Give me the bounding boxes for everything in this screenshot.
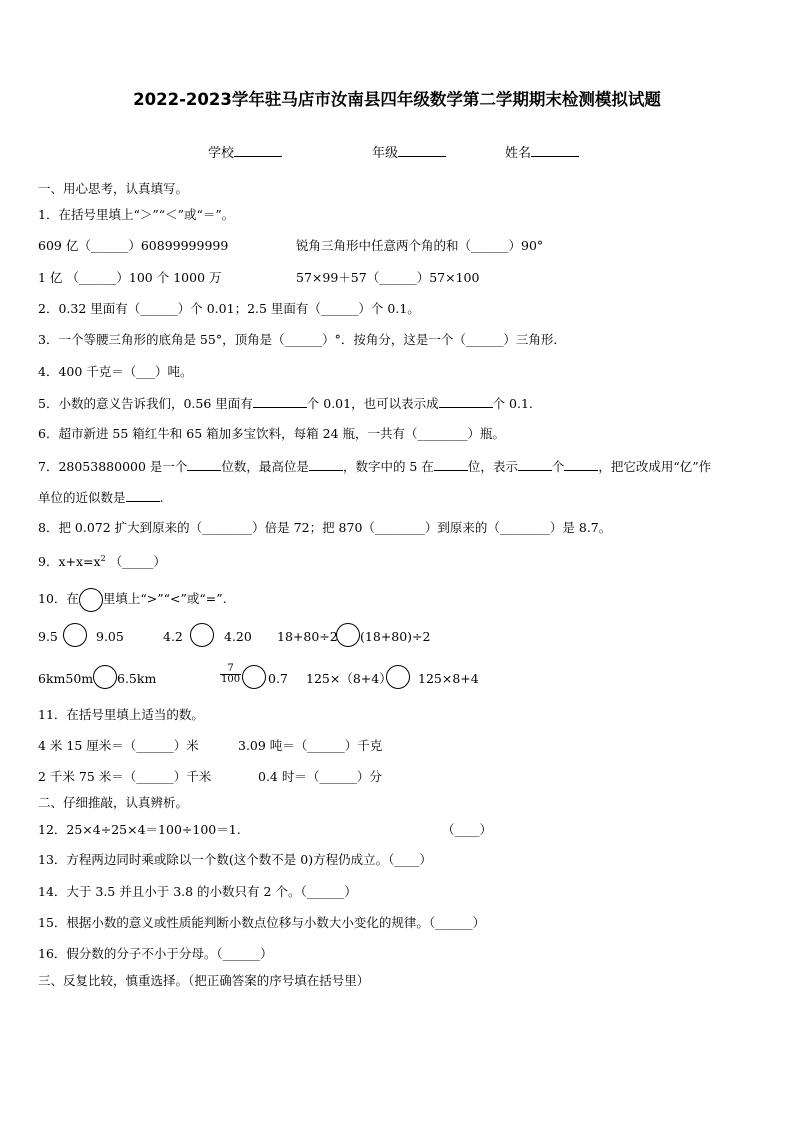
compare-6-left: 125×（8+4） [306, 671, 392, 686]
answer-blank [309, 458, 343, 471]
compare-6-circle [386, 665, 410, 689]
question-9-exponent: 2 [100, 554, 106, 563]
compare-5-fraction [220, 664, 241, 685]
question-7-part-6: ，把它改成用“亿”作 [598, 459, 712, 474]
answer-blank [518, 458, 552, 471]
question-5-part-1: 5．小数的意义告诉我们，0.56 里面有 [38, 396, 253, 411]
compare-6-right: 125×8+4 [418, 671, 479, 686]
compare-circle [190, 623, 214, 647]
question-6: 6．超市新进 55 箱红牛和 65 箱加多宝饮料，每箱 24 瓶，一共有（________）瓶。 [38, 426, 506, 441]
name-field [505, 142, 579, 161]
school-blank [234, 144, 282, 157]
question-7-part-4: 位，表示 [467, 459, 518, 474]
question-14: 14．大于 3.5 并且小于 3.8 的小数只有 2 个。（______） [38, 884, 357, 899]
question-9-blank: （_____） [109, 554, 166, 570]
fraction [220, 664, 241, 685]
school-label: 学校 [208, 146, 235, 161]
compare-circle [79, 588, 103, 612]
question-9-expression: 9．x+x=x [38, 554, 101, 570]
grade-field [372, 142, 446, 161]
compare-5-circle [242, 665, 266, 689]
question-5-part-2: 个 0.01，也可以表示成 [306, 396, 439, 411]
question-15: 15．根据小数的意义或性质能判断小数点位移与小数大小变化的规律。（______） [38, 915, 486, 930]
section-1-heading: 一、用心思考，认真填写。 [38, 181, 189, 196]
compare-circle [63, 623, 87, 647]
question-7-line-2 [38, 489, 164, 506]
compare-1-right: 9.05 [96, 629, 124, 644]
name-blank [531, 144, 579, 157]
question-3: 3．一个等腰三角形的底角是 55°，顶角是（______）°．按角分，这是一个（______）三角形． [38, 332, 566, 347]
fraction-denominator: 100 [221, 674, 241, 685]
compare-3-right: (18+80)÷2 [360, 629, 431, 644]
fraction-numerator: 7 [220, 664, 241, 675]
compare-1-left: 9.5 [38, 629, 58, 644]
question-1-stem: 1．在括号里填上“＞”“＜”或“＝”。 [38, 207, 235, 222]
question-1-b-right: 57×99＋57（______）57×100 [296, 270, 480, 285]
question-11-a-right: 3.09 吨＝（______）千克 [238, 738, 383, 753]
compare-4-left: 6km50m [38, 671, 94, 686]
question-7-part-5: 个 [551, 459, 565, 474]
compare-circle [386, 665, 410, 689]
question-7-part-1: 7．28053880000 是一个 [38, 459, 188, 474]
question-1-b-left: 1 亿 （______）100 个 1000 万 [38, 270, 222, 285]
question-10-stem-a: 10．在 [38, 591, 79, 606]
question-9 [38, 551, 166, 570]
question-7-part-2: 位数，最高位是 [221, 459, 309, 474]
compare-circle [336, 623, 360, 647]
compare-5-right: 0.7 [268, 671, 288, 686]
question-5-part-3: 个 0.1. [492, 396, 533, 411]
page-title: 2022-2023学年驻马店市汝南县四年级数学第二学期期末检测模拟试题 [133, 90, 661, 109]
question-8: 8．把 0.072 扩大到原来的（________）倍是 72；把 870（________）到原来的（________）是 8.7。 [38, 520, 612, 535]
answer-blank [434, 458, 468, 471]
question-7-part-7: 单位的近似数是 [38, 490, 126, 505]
grade-blank [398, 144, 446, 157]
question-10-stem-b: 里填上“>”“<”或“=”. [102, 591, 227, 606]
question-10-stem [38, 586, 227, 612]
question-1-a-left: 609 亿（______）60899999999 [38, 238, 229, 253]
question-7-part-8: . [159, 490, 164, 505]
compare-4-right: 6.5km [117, 671, 157, 686]
compare-2-right: 4.20 [224, 629, 252, 644]
compare-2-left: 4.2 [163, 629, 183, 644]
compare-circle [93, 665, 117, 689]
section-2-heading: 二、仔细推敲，认真辨析。 [38, 795, 189, 810]
grade-label: 年级 [372, 146, 399, 161]
question-16: 16．假分数的分子不小于分母。（______） [38, 946, 273, 961]
question-12-blank: （____） [442, 822, 493, 837]
question-11-a-left: 4 米 15 厘米＝（______）米 [38, 738, 199, 753]
compare-circle [242, 665, 266, 689]
question-7-line-1 [38, 458, 711, 475]
question-4: 4．400 千克＝（___）吨。 [38, 364, 193, 379]
compare-3-circle [336, 623, 360, 647]
question-5 [38, 395, 533, 412]
question-2: 2．0.32 里面有（______）个 0.01；2.5 里面有（______）个 0.1。 [38, 301, 420, 316]
school-field [208, 142, 282, 161]
answer-blank [564, 458, 598, 471]
question-12: 12．25×4÷25×4＝100÷100＝1. [38, 822, 241, 837]
question-11-b-left: 2 千米 75 米＝（______）千米 [38, 769, 212, 784]
question-11-stem: 11．在括号里填上适当的数。 [38, 707, 204, 722]
question-11-b-right: 0.4 时＝（______）分 [258, 769, 382, 784]
compare-1-circle [63, 623, 87, 647]
answer-blank [253, 395, 307, 408]
answer-blank [126, 489, 160, 502]
answer-blank [439, 395, 493, 408]
compare-3-left: 18+80÷2 [277, 629, 338, 644]
compare-4-circle [93, 665, 117, 689]
name-label: 姓名 [505, 146, 532, 161]
answer-blank [187, 458, 221, 471]
section-3-heading: 三、反复比较，慎重选择。（把正确答案的序号填在括号里） [38, 973, 370, 988]
question-13: 13．方程两边同时乘或除以一个数(这个数不是 0)方程仍成立。（____） [38, 852, 432, 867]
question-1-a-right: 锐角三角形中任意两个角的和（______）90° [296, 238, 544, 253]
compare-2-circle [190, 623, 214, 647]
question-7-part-3: ，数字中的 5 在 [342, 459, 434, 474]
